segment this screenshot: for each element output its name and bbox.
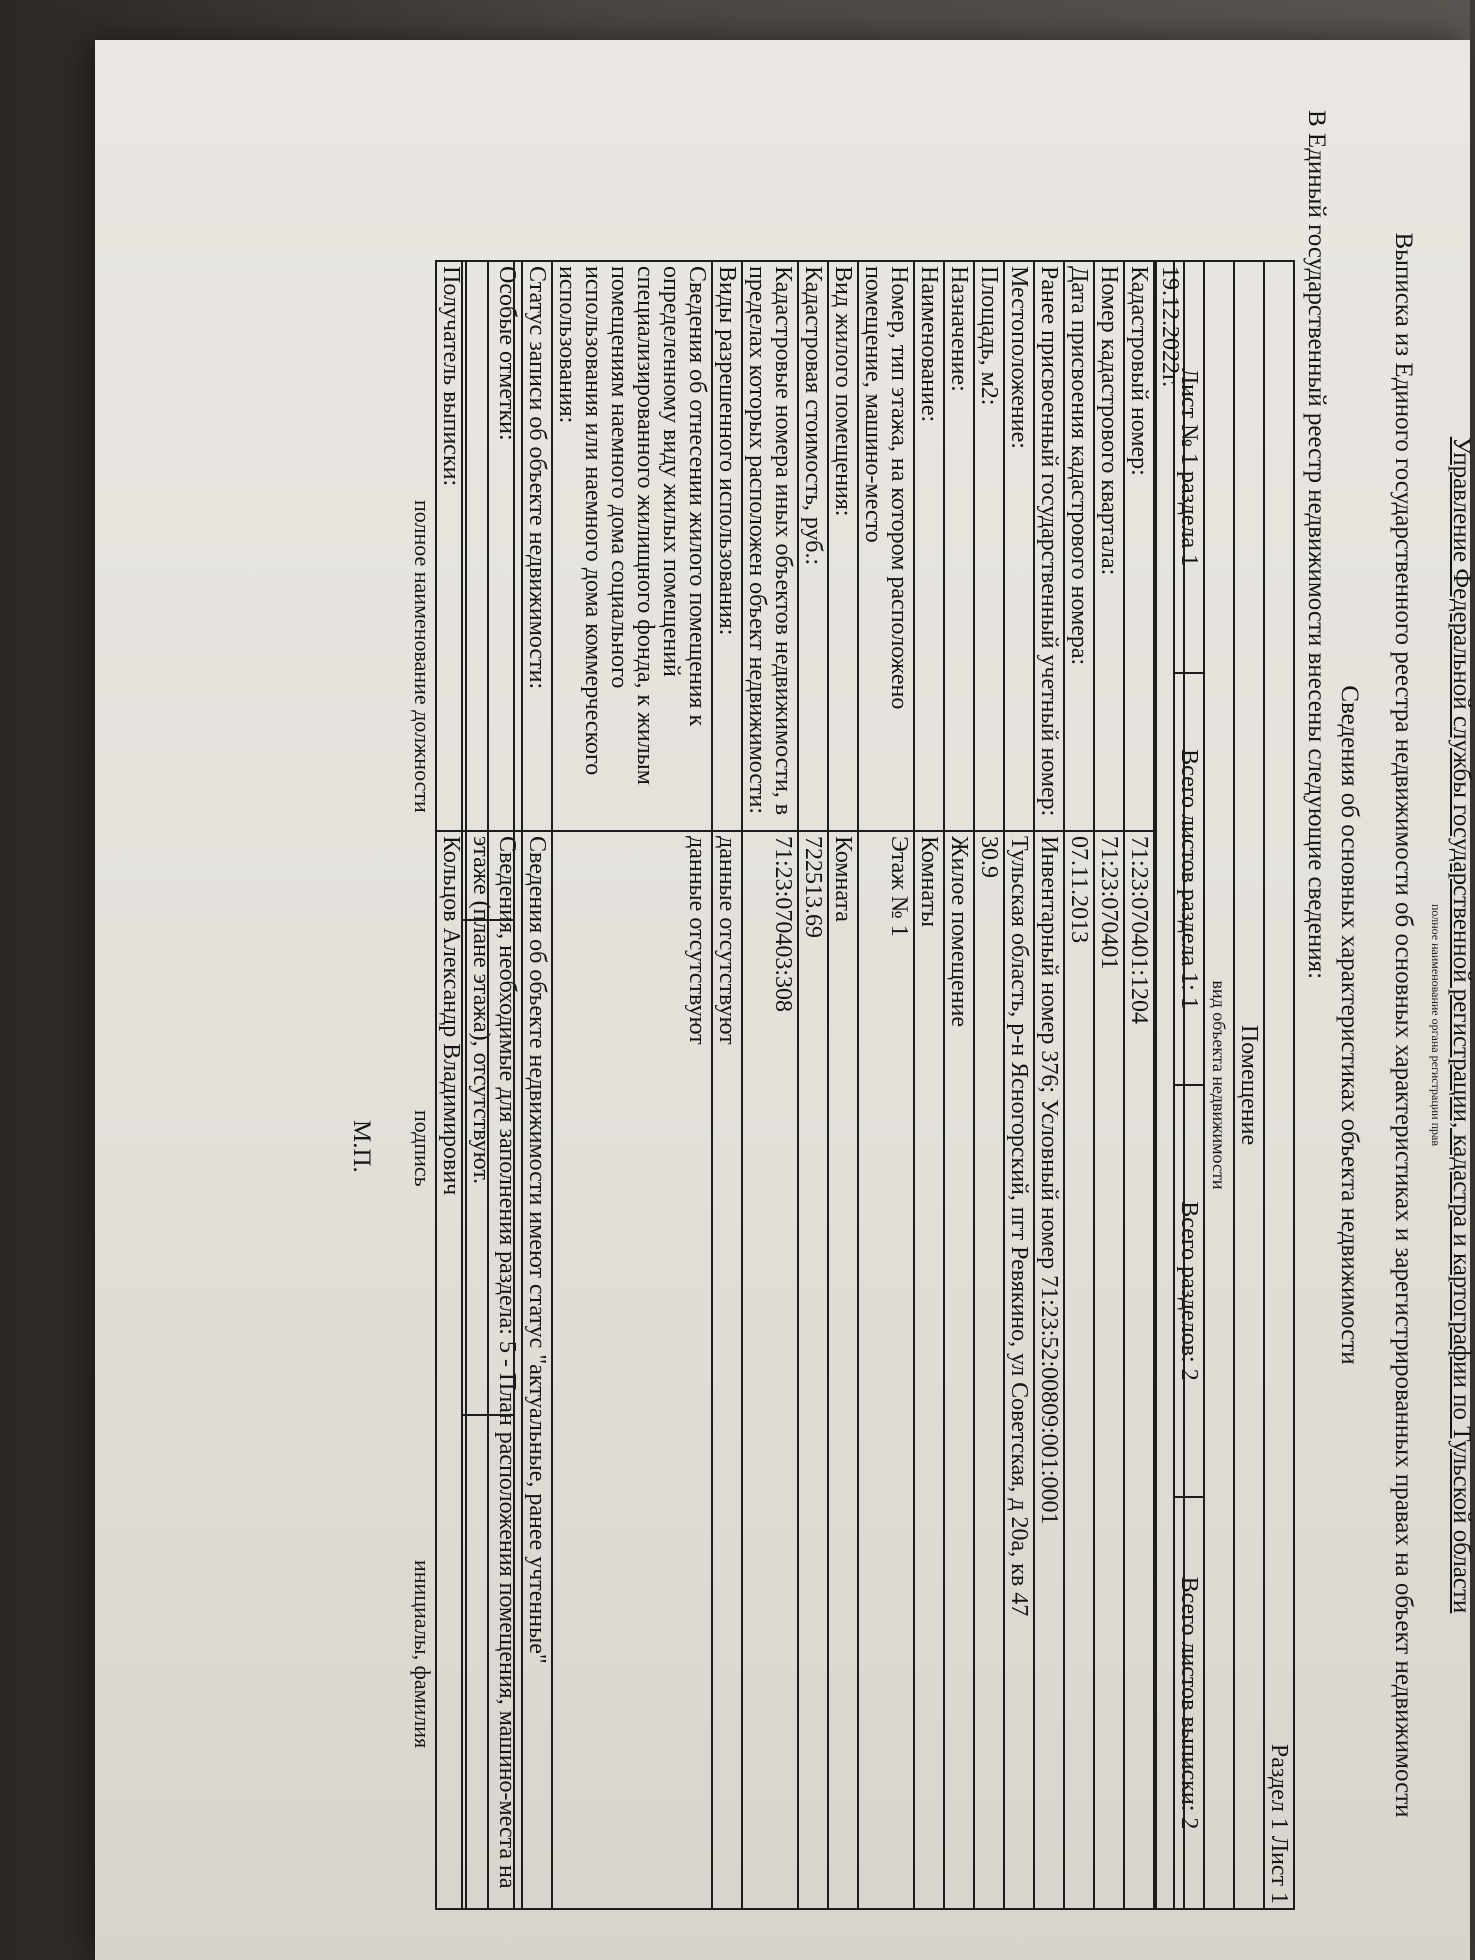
row-value: Жилое помещение <box>944 831 974 1909</box>
signature-table <box>461 260 515 1910</box>
initials-caption: инициалы, фамилия <box>410 1560 435 1749</box>
row-value: данные отсутствуют <box>712 831 742 1909</box>
stamp-place: М.П. <box>348 1120 375 1173</box>
row-label: Виды разрешенного использования: <box>712 261 742 831</box>
row-label: Вид жилого помещения: <box>828 261 858 831</box>
date-table <box>1155 260 1185 1910</box>
object-type: Помещение <box>1234 261 1264 1909</box>
position-cell-2 <box>462 261 488 920</box>
table-row <box>522 261 552 1909</box>
sheets-in-section: Всего листов раздела 1: 1 <box>1174 673 1204 1085</box>
table-row <box>742 261 798 1909</box>
row-label: Номер, тип этажа, на котором расположено помещение, машино-место <box>858 261 914 831</box>
table-row <box>1064 261 1094 1909</box>
row-value: Кольцов Александр Владимирович <box>436 831 466 1909</box>
row-value: 71:23:070401:1204 <box>1124 831 1154 1909</box>
document-subtitle: Сведения об основных характеристиках объекта недвижимости <box>1336 685 1363 1365</box>
header-table <box>1173 260 1295 1910</box>
signature-cell-2 <box>462 920 488 1414</box>
table-row <box>798 261 828 1909</box>
initials-cell <box>488 1415 514 1909</box>
table-row <box>1004 261 1034 1909</box>
table-row <box>712 261 742 1909</box>
row-label: Дата присвоения кадастрового номера: <box>1064 261 1094 831</box>
organization-caption: полное наименование органа регистрации прав <box>1429 903 1443 1147</box>
sheet-number: Лист № 1 раздела 1 <box>1174 261 1204 673</box>
row-label: Получатель выписки: <box>436 261 466 831</box>
sections-total: Всего разделов: 2 <box>1174 1085 1204 1497</box>
row-value: Комнаты <box>914 831 944 1909</box>
signature-cell <box>488 920 514 1414</box>
document-sheet <box>95 40 1475 1960</box>
row-value: Сведения, необходимые для заполнения раздела: 5 - План расположения помещения, машино-места на этаже (плане этажа), отсутствуют. <box>466 831 522 1909</box>
characteristics-table <box>435 260 1155 1910</box>
table-row <box>1034 261 1064 1909</box>
intro-text: В Единый государственный реестр недвижимости внесены следующие сведения: <box>1303 110 1330 980</box>
table-row <box>974 261 1004 1909</box>
extract-date: 19.12.2022г. <box>1156 261 1184 1909</box>
document-title: Выписка из Единого государственного реестра недвижимости об основных характеристиках и зарегистрированных правах на объект недвижимости <box>1390 232 1417 1818</box>
row-label: Сведения об отнесении жилого помещения к определенному виду жилых помещений специализированного жилищного фонда, к жилым помещениям наемного дома социального использования или наемного дома коммерческого использования: <box>552 261 712 831</box>
row-label: Номер кадастрового квартала: <box>1094 261 1124 831</box>
rotated-page <box>245 110 1475 1940</box>
row-value: Тульская область, р-н Ясногорский, пгт Ревякино, ул Советская, д 20а, кв 47 <box>1004 831 1034 1909</box>
initials-cell-2 <box>462 1415 488 1909</box>
row-value: 722513.69 <box>798 831 828 1909</box>
row-label: Статус записи об объекте недвижимости: <box>522 261 552 831</box>
row-value: Инвентарный номер 376; Условный номер 71:23:52:00809:001:0001 <box>1034 831 1064 1909</box>
row-label: Ранее присвоенный государственный учетный номер: <box>1034 261 1064 831</box>
position-cell <box>488 261 514 920</box>
table-row <box>944 261 974 1909</box>
row-value: Этаж № 1 <box>858 831 914 1909</box>
table-row <box>1124 261 1154 1909</box>
row-value: 07.11.2013 <box>1064 831 1094 1909</box>
table-row <box>828 261 858 1909</box>
row-value: 30.9 <box>974 831 1004 1909</box>
table-row <box>914 261 944 1909</box>
row-value: 71:23:070403:308 <box>742 831 798 1909</box>
row-label: Кадастровая стоимость, руб.: <box>798 261 828 831</box>
row-label: Кадастровый номер: <box>1124 261 1154 831</box>
row-label: Кадастровые номера иных объектов недвижимости, в пределах которых расположен объект недвижимости: <box>742 261 798 831</box>
organization-name: Управление Федеральной службы государственной регистрации, кадастра и картографии по Тульской области <box>1448 436 1475 1614</box>
table-row <box>552 261 712 1909</box>
row-value: 71:23:070401 <box>1094 831 1124 1909</box>
row-value: данные отсутствуют <box>552 831 712 1909</box>
table-row <box>1094 261 1124 1909</box>
sheets-total: Всего листов выписки: 2 <box>1174 1497 1204 1909</box>
table-row <box>858 261 914 1909</box>
row-value: Комната <box>828 831 858 1909</box>
position-caption: полное наименование должности <box>410 500 435 813</box>
row-label: Наименование: <box>914 261 944 831</box>
row-label: Особые отметки: <box>466 261 522 831</box>
row-label: Назначение: <box>944 261 974 831</box>
row-label: Площадь, м2: <box>974 261 1004 831</box>
object-type-caption: вид объекта недвижимости <box>1204 261 1234 1909</box>
row-value: Сведения об объекте недвижимости имеют статус "актуальные, ранее учтенные" <box>522 831 552 1909</box>
signature-caption: подпись <box>410 1110 435 1187</box>
row-label: Местоположение: <box>1004 261 1034 831</box>
section-label: Раздел 1 Лист 1 <box>1264 261 1294 1909</box>
